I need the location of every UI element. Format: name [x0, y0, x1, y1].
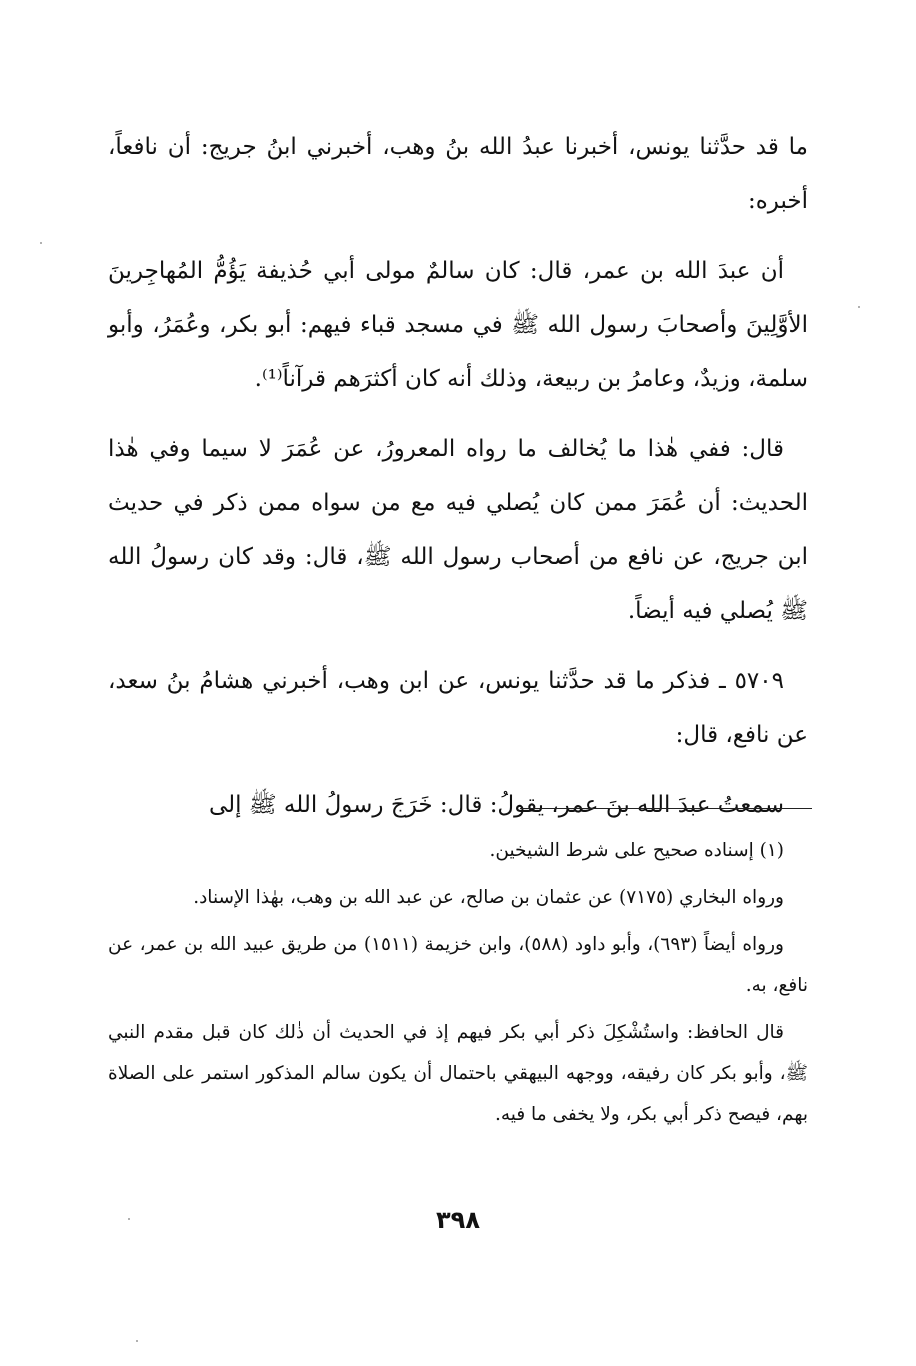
footnote-hafiz-comment: قال الحافظ: واستُشْكِلَ ذكر أبي بكر فيهم إذ في الحديث أن ذٰلك كان قبل مقدم النبي ﷺ، وأبو بكر كان رفيقه، ووجهه البيهقي باحتمال أن يكون سالم المذكور استمر على الصلاة بهم، فيصح ذكر أبي بكر، ولا يخفى ما فيه.: [108, 1022, 808, 1125]
footnote-other-sources: ورواه أيضاً (٦٩٣)، وأبو داود (٥٨٨)، وابن خزيمة (١٥١١) من طريق عبيد الله بن عمر، عن نافع، به.: [108, 934, 808, 996]
paragraph-commentary: قال: ففي هٰذا ما يُخالف ما رواه المعرورُ، عن عُمَرَ لا سيما وفي هٰذا الحديث: أن عُمَرَ ممن كان يُصلي فيه مع من سواه ممن ذكر في حديث ابن جريج، عن نافع من أصحاب رسول الله ﷺ، قال: وقد كان رسولُ الله ﷺ يُصلي فيه أيضاً.: [108, 436, 808, 624]
footnotes: [108, 830, 808, 1141]
scan-speck: [136, 1340, 138, 1342]
paragraph-hadith-continuation: سمعتُ عبدَ الله بنَ عمر، يقولُ: قال: خَرَجَ رسولُ الله ﷺ إلى: [208, 792, 784, 818]
scan-speck: [40, 242, 42, 244]
paragraph-chain-intro: ما قد حدَّثنا يونس، أخبرنا عبدُ الله بنُ وهب، أخبرني ابنُ جريج: أن نافعاً، أخبره:: [108, 134, 808, 214]
footnote-bukhari: ورواه البخاري (٧١٧٥) عن عثمان بن صالح، عن عبد الله بن وهب، بهٰذا الإسناد.: [193, 887, 784, 908]
main-text: [108, 120, 808, 848]
scan-speck: [858, 306, 860, 308]
footnote-divider: [520, 808, 812, 809]
paragraph-hadith-text: أن عبدَ الله بن عمر، قال: كان سالمٌ مولى أبي حُذيفة يَؤُمُّ المُهاجِرينَ الأوَّلِينَ وأصحابَ رسول الله ﷺ في مسجد قباء فيهم: أبو بكر، وعُمَرُ، وأبو سلمة، وزيدٌ، وعامرُ بن ربيعة، وذلك أنه كان أكثرَهم قرآناً⁽¹⁾.: [108, 258, 808, 392]
page-number: ٣٩٨: [436, 1206, 480, 1234]
footnote-1: (١) إسناده صحيح على شرط الشيخين.: [489, 840, 784, 861]
paragraph-hadith-5709: ٥٧٠٩ ـ فذكر ما قد حدَّثنا يونس، عن ابن وهب، أخبرني هشامُ بنُ سعد، عن نافع، قال:: [108, 668, 808, 748]
